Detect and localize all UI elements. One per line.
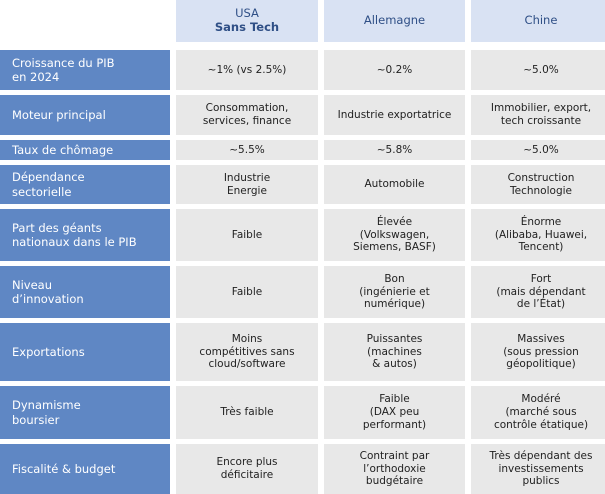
cell-text: Fort (mais dépendant de l’État): [496, 272, 586, 311]
cell-text: Encore plus déficitaire: [216, 456, 278, 481]
row-label: [0, 140, 170, 160]
table-cell: [324, 165, 465, 204]
cell-text: Élevée (Volkswagen, Siemens, BASF): [353, 215, 436, 254]
cell-text: Industrie Energie: [223, 171, 271, 197]
cell-text: Massives (sous pression géopolitique): [503, 332, 579, 371]
table-cell: [471, 165, 605, 204]
table-cell: [471, 444, 605, 494]
cell-text: Modéré (marché sous contrôle étatique): [493, 393, 589, 431]
table-cell: [324, 209, 465, 261]
cell-text: ~1% (vs 2.5%): [207, 63, 287, 76]
table-cell: [324, 444, 465, 494]
cell-text: ~0.2%: [376, 63, 413, 76]
table-cell: [176, 50, 318, 90]
cell-text: Faible (DAX peu performant): [362, 393, 427, 431]
row-label: [0, 165, 170, 204]
table-cell: [324, 50, 465, 90]
column-header-subtitle: Sans Tech: [214, 20, 280, 34]
row-label-text: Moteur principal: [12, 107, 106, 122]
cell-text: ~5.0%: [523, 63, 559, 76]
table-cell: [471, 386, 605, 439]
column-header-title: USA: [235, 6, 259, 21]
table-cell: [324, 386, 465, 439]
cell-text: Faible: [231, 285, 263, 298]
table-cell: [324, 266, 465, 318]
row-label: [0, 50, 170, 90]
table-cell: [176, 140, 318, 160]
table-cell: [471, 266, 605, 318]
table-cell: [471, 50, 605, 90]
cell-text: ~5.0%: [523, 143, 559, 156]
row-label-text: Exportations: [12, 344, 85, 359]
row-label: [0, 386, 170, 439]
table-cell: [176, 386, 318, 439]
cell-text: Moins compétitives sans cloud/software: [199, 332, 295, 371]
cell-text: Puissantes (machines & autos): [366, 332, 423, 371]
cell-text: Automobile: [364, 178, 425, 191]
row-label-text: Dépendance sectorielle: [12, 170, 85, 199]
table-cell: [471, 140, 605, 160]
row-label: [0, 266, 170, 318]
column-header-chine: [471, 0, 605, 42]
cell-text: ~5.8%: [376, 143, 413, 156]
cell-text: Énorme (Alibaba, Huawei, Tencent): [494, 215, 588, 254]
column-header-usa: [176, 0, 318, 42]
table-cell: [324, 323, 465, 381]
row-label-text: Dynamisme boursier: [12, 398, 81, 427]
row-label-text: Part des géants nationaux dans le PIB: [12, 220, 137, 249]
row-label: [0, 323, 170, 381]
table-cell: [176, 323, 318, 381]
table-corner: [0, 0, 170, 42]
row-label-text: Croissance du PIB en 2024: [12, 55, 115, 84]
cell-text: Immobilier, export, tech croissante: [490, 102, 592, 127]
cell-text: Bon (ingénierie et numérique): [359, 272, 430, 311]
cell-text: Très faible: [220, 406, 274, 419]
table-cell: [176, 266, 318, 318]
table-cell: [176, 95, 318, 135]
row-label-text: Niveau d’innovation: [12, 277, 84, 306]
table-cell: [324, 140, 465, 160]
column-header-title: Chine: [524, 13, 558, 28]
table-cell: [471, 209, 605, 261]
cell-text: Construction Technologie: [507, 171, 575, 197]
cell-text: Consommation, services, finance: [202, 102, 292, 127]
row-label-text: Taux de chômage: [12, 142, 114, 157]
cell-text: Industrie exportatrice: [337, 108, 452, 121]
table-cell: [471, 95, 605, 135]
table-cell: [176, 209, 318, 261]
row-label: [0, 209, 170, 261]
cell-text: Contraint par l’orthodoxie budgétaire: [359, 449, 430, 488]
column-header-title: Allemagne: [363, 13, 426, 28]
table-cell: [176, 444, 318, 494]
cell-text: Très dépendant des investissements publics: [489, 449, 593, 488]
row-label: [0, 95, 170, 135]
row-label: [0, 444, 170, 494]
table-cell: [324, 95, 465, 135]
table-cell: [471, 323, 605, 381]
row-label-text: Fiscalité & budget: [12, 461, 116, 476]
cell-text: ~5.5%: [229, 143, 265, 156]
column-header-allemagne: [324, 0, 465, 42]
cell-text: Faible: [231, 228, 263, 241]
table-cell: [176, 165, 318, 204]
